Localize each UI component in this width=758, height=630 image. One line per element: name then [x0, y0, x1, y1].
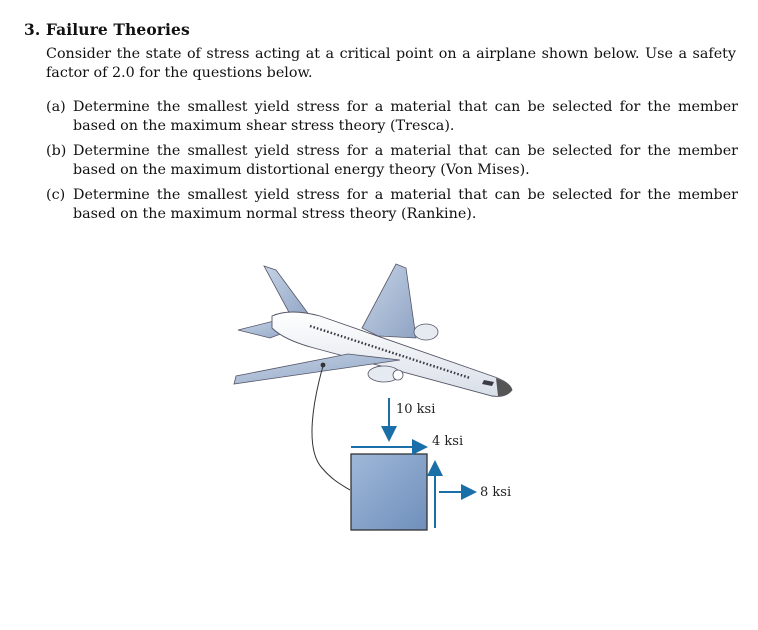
- tail-fin: [264, 266, 310, 318]
- problem-intro: Consider the state of stress acting at a critical point on a airplane shown below. Use a safety factor of 2.0 for the questions below.: [46, 46, 736, 81]
- section-heading: [24, 20, 190, 39]
- question-b: [46, 142, 738, 180]
- question-c: [46, 186, 738, 224]
- stress-element: [351, 454, 427, 530]
- question-list: [46, 98, 738, 230]
- question-label: (a): [46, 99, 66, 115]
- question-text: Determine the smallest yield stress for a material that can be selected for the member based on the maximum shear stress theory (Tresca).: [73, 99, 738, 134]
- section-number: 3.: [24, 20, 41, 39]
- question-label: (b): [46, 143, 67, 159]
- question-a: [46, 98, 738, 136]
- normal-x-label: 8 ksi: [480, 485, 512, 500]
- normal-y-label: 10 ksi: [396, 402, 436, 417]
- figure-svg: [230, 258, 530, 538]
- question-text: Determine the smallest yield stress for a material that can be selected for the member based on the maximum normal stress theory (Rankine).: [73, 187, 738, 222]
- leader-line: [312, 366, 350, 490]
- shear-label: 4 ksi: [432, 434, 464, 449]
- far-wing: [362, 264, 416, 338]
- far-engine: [414, 324, 438, 340]
- question-label: (c): [46, 187, 66, 203]
- section-title: Failure Theories: [45, 20, 190, 39]
- question-text: Determine the smallest yield stress for a material that can be selected for the member based on the maximum distortional energy theory (Von Mises).: [73, 143, 738, 178]
- airplane-stress-figure: [230, 258, 530, 538]
